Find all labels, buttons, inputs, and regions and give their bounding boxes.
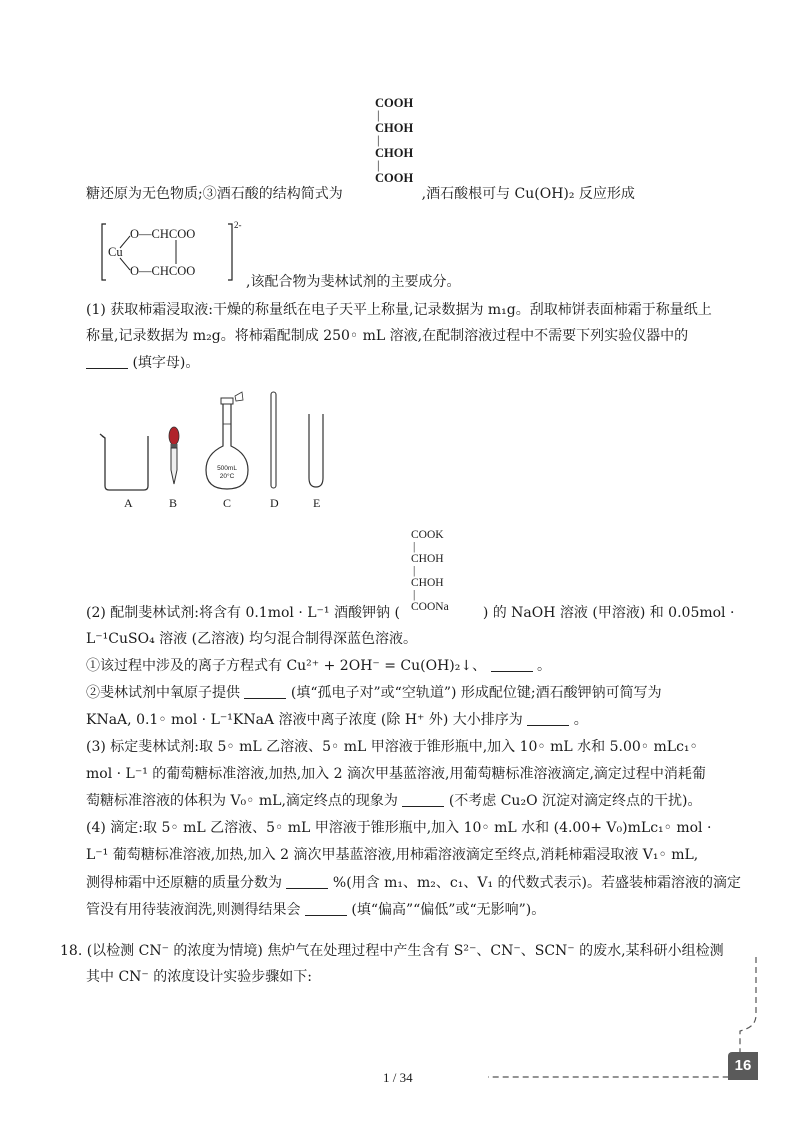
- dashed-margin-line: [480, 955, 770, 1085]
- answer-blank[interactable]: [491, 657, 533, 672]
- structure-line: |: [413, 541, 416, 553]
- flask-volume-label: 500mL: [217, 465, 237, 472]
- answer-blank[interactable]: [305, 901, 347, 916]
- q4-line2: L⁻¹ 葡萄糖标准溶液,加热,加入 2 滴次甲基蓝溶液,用柿霜溶液滴定至终点,消耗柿霜浸取液 V₁◦ mL,: [86, 847, 699, 863]
- q4-line3-post: %(用含 m₁、m₂、c₁、V₁ 的代数式表示)。若盛装柿霜溶液的滴定: [332, 875, 741, 891]
- structure-line: CHOH: [411, 553, 444, 565]
- structure-line: |: [413, 589, 416, 601]
- apparatus-label-c: C: [223, 496, 232, 510]
- answer-blank[interactable]: [86, 354, 128, 369]
- complex-charge: 2-: [234, 220, 242, 230]
- glass-rod-icon: [271, 392, 276, 488]
- structure-line: CHOH: [411, 577, 444, 589]
- page-indicator: 1 / 34: [383, 1070, 413, 1085]
- structure-line: |: [377, 133, 380, 147]
- q4-line4: [86, 900, 545, 920]
- q2-line1-pre: (2) 配制斐林试剂:将含有 0.1mol · L⁻¹ 酒酸钾钠 (: [86, 605, 400, 621]
- q2-line5-end: 。: [573, 712, 588, 728]
- complex-caption: ,该配合物为斐林试剂的主要成分。: [246, 274, 461, 290]
- complex-cu: Cu: [108, 245, 123, 259]
- complex-bottom: O—CHCOO: [130, 264, 196, 278]
- q2-line1: [86, 603, 734, 623]
- structure-line: COONa: [411, 601, 449, 613]
- answer-blank[interactable]: [244, 684, 286, 699]
- q1-line3-text: (填字母)。: [132, 355, 200, 371]
- apparatus-label-d: D: [270, 496, 279, 510]
- q2-line5-text: KNaA, 0.1◦ mol · L⁻¹KNaA 溶液中离子浓度 (除 H⁺ 外) 大小排序为: [86, 712, 523, 728]
- q4-line4-post: (填“偏高”“偏低”或“无影响”)。: [351, 902, 546, 918]
- q18-line2: 其中 CN⁻ 的浓度设计实验步骤如下:: [86, 969, 312, 985]
- q4-line1: (4) 滴定:取 5◦ mL 乙溶液、5◦ mL 甲溶液于锥形瓶中,加入 10◦ mL 水和 (4.00+ V₀)mLc₁◦ mol ·: [86, 820, 712, 836]
- answer-blank[interactable]: [286, 874, 328, 889]
- q2-line2: L⁻¹CuSO₄ 溶液 (乙溶液) 均匀混合制得深蓝色溶液。: [86, 631, 417, 647]
- q2-line3-text: ①该过程中涉及的离子方程式有 Cu²⁺ + 2OH⁻ = Cu(OH)₂↓、: [86, 658, 487, 674]
- q3-line3: [86, 791, 701, 811]
- structure-line: |: [377, 158, 380, 172]
- answer-blank[interactable]: [402, 792, 444, 807]
- q3-line2: mol · L⁻¹ 的葡萄糖标准溶液,加热,加入 2 滴次甲基蓝溶液,用葡萄糖标准溶液滴定,滴定过程中消耗葡: [86, 766, 706, 782]
- apparatus-figure: [90, 388, 350, 496]
- structure-line: CHOH: [375, 146, 414, 160]
- apparatus-label-b: B: [169, 496, 178, 510]
- q4-line4-pre: 管没有用待装液润洗,则测得结果会: [86, 902, 301, 918]
- structure-line: COOH: [375, 96, 414, 110]
- q2-line4: [86, 683, 662, 703]
- apparatus-label-a: A: [124, 496, 133, 510]
- answer-blank[interactable]: [527, 711, 569, 726]
- q1-line3: [86, 353, 199, 373]
- intro-line1-post: ,酒石酸根可与 Cu(OH)₂ 反应形成: [421, 186, 635, 202]
- structure-line: COOK: [411, 529, 444, 541]
- intro-line: [86, 184, 635, 204]
- q2-line3: [86, 656, 551, 676]
- intro-line1-pre: 糖还原为无色物质;③酒石酸的结构简式为: [86, 186, 343, 202]
- structure-line: |: [413, 565, 416, 577]
- test-tube-icon: [309, 414, 323, 487]
- beaker-icon: [100, 434, 148, 490]
- apparatus-label-e: E: [313, 496, 321, 510]
- sodium-tartrate-structure: [411, 528, 449, 614]
- q4-line3-pre: 测得柿霜中还原糖的质量分数为: [86, 875, 282, 891]
- q18-line1: 18. (以检测 CN⁻ 的浓度为情境) 焦炉气在处理过程中产生含有 S²⁻、CN⁻、SCN⁻ 的废水,某科研小组检测: [60, 943, 724, 959]
- flask-temp-label: 20°C: [219, 473, 235, 480]
- q1-line2: 称量,记录数据为 m₂g。将柿霜配制成 250◦ mL 溶液,在配制溶液过程中不需要下列实验仪器中的: [86, 328, 689, 344]
- q3-line3-post: (不考虑 Cu₂O 沉淀对滴定终点的干扰)。: [448, 793, 702, 809]
- structure-line: COOH: [375, 171, 414, 185]
- page-number-badge: 16: [728, 1052, 758, 1080]
- tartaric-acid-structure: [375, 96, 413, 185]
- q4-line3: [86, 873, 741, 893]
- copper-complex: [100, 218, 240, 284]
- dropper-icon: [169, 427, 179, 484]
- q2-line5: [86, 710, 588, 730]
- structure-line: |: [377, 108, 380, 122]
- q2-line3-end: 。: [537, 658, 552, 674]
- q3-line3-pre: 萄糖标准溶液的体积为 V₀◦ mL,滴定终点的现象为: [86, 793, 398, 809]
- complex-top: O—CHCOO: [130, 227, 196, 241]
- volumetric-flask-icon: [206, 392, 248, 489]
- q2-line4-pre: ②斐林试剂中氧原子提供: [86, 685, 240, 701]
- q2-line1-post: ) 的 NaOH 溶液 (甲溶液) 和 0.05mol ·: [482, 605, 735, 621]
- q2-line4-post: (填“孤电子对”或“空轨道”) 形成配位键;酒石酸钾钠可简写为: [290, 685, 662, 701]
- q1-line1: (1) 获取柿霜浸取液:干燥的称量纸在电子天平上称量,记录数据为 m₁g。刮取柿饼表面柿霜于称量纸上: [86, 302, 712, 318]
- q3-line1: (3) 标定斐林试剂:取 5◦ mL 乙溶液、5◦ mL 甲溶液于锥形瓶中,加入 10◦ mL 水和 5.00◦ mLc₁◦: [86, 739, 698, 755]
- structure-line: CHOH: [375, 121, 414, 135]
